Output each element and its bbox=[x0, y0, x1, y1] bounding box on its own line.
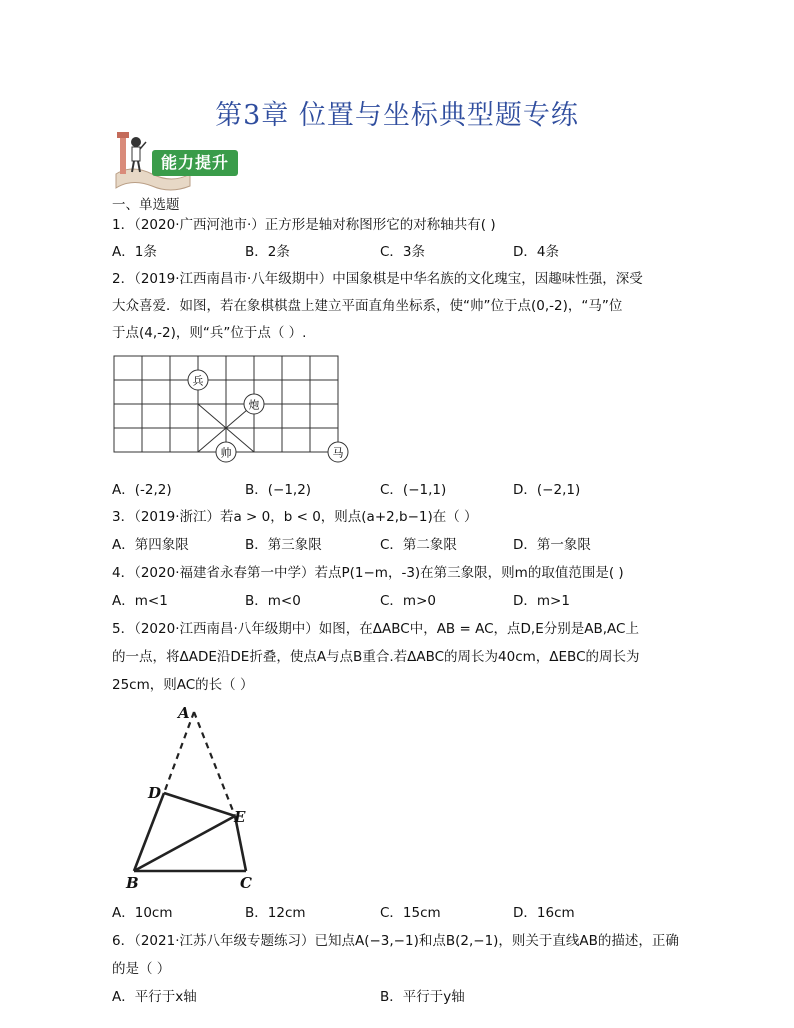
q2-option-a[interactable]: A．(-2,2) bbox=[112, 482, 172, 498]
q2-option-b[interactable]: B．(−1,2) bbox=[245, 482, 312, 498]
question-5-line-2: 的一点，将ΔADE沿DE折叠，使点A与点B重合.若ΔABC的周长为40cm，ΔEBC的周长为 bbox=[112, 649, 640, 665]
q4-option-a[interactable]: A．m<1 bbox=[112, 593, 168, 609]
question-5-line-1: 5．（2020·江西南昌·八年级期中）如图，在ΔABC中，AB = AC，点D,E分别是AB,AC上 bbox=[112, 621, 639, 637]
dashed-ad bbox=[164, 712, 194, 793]
q1-option-d[interactable]: D．4条 bbox=[513, 244, 559, 260]
label-e: E bbox=[234, 808, 246, 826]
segment-de bbox=[164, 793, 235, 816]
label-a: A bbox=[178, 704, 190, 722]
triangle-fold-figure bbox=[122, 700, 272, 892]
question-2-line-2: 大众喜爱．如图，若在象棋棋盘上建立平面直角坐标系，使“帅”位于点(0,-2)，“马”位 bbox=[112, 298, 623, 314]
q3-option-a[interactable]: A．第四象限 bbox=[112, 537, 189, 553]
q1-option-b[interactable]: B．2条 bbox=[245, 244, 290, 260]
q3-option-d[interactable]: D．第一象限 bbox=[513, 537, 591, 553]
question-3-text: 3．（2019·浙江）若a > 0，b < 0，则点(a+2,b−1)在（ ） bbox=[112, 509, 478, 525]
piece-pao bbox=[244, 394, 264, 414]
question-2-line-3: 于点(4,-2)，则“兵”位于点（ ）. bbox=[112, 325, 307, 341]
q4-option-c[interactable]: C．m>0 bbox=[380, 593, 436, 609]
q4-option-d[interactable]: D．m>1 bbox=[513, 593, 570, 609]
q5-option-c[interactable]: C．15cm bbox=[380, 905, 441, 921]
q3-option-b[interactable]: B．第三象限 bbox=[245, 537, 322, 553]
svg-text:兵: 兵 bbox=[192, 374, 204, 388]
segment-db bbox=[134, 793, 164, 871]
question-6-line-2: 的是（ ） bbox=[112, 961, 171, 977]
q6-option-a[interactable]: A．平行于x轴 bbox=[112, 989, 197, 1005]
q5-option-a[interactable]: A．10cm bbox=[112, 905, 173, 921]
svg-text:马: 马 bbox=[332, 446, 344, 460]
q3-option-c[interactable]: C．第二象限 bbox=[380, 537, 457, 553]
svg-text:帅: 帅 bbox=[220, 446, 232, 460]
q2-option-d[interactable]: D．(−2,1) bbox=[513, 482, 581, 498]
dashed-ae bbox=[194, 712, 235, 816]
page-title: 第3章 位置与坐标典型题专练 bbox=[215, 100, 579, 131]
section-heading: 一、单选题 bbox=[112, 197, 180, 213]
q4-option-b[interactable]: B．m<0 bbox=[245, 593, 301, 609]
label-b: B bbox=[126, 874, 139, 892]
label-c: C bbox=[240, 874, 252, 892]
question-6-line-1: 6．（2021·江苏八年级专题练习）已知点A(−3,−1)和点B(2,−1)，则关于直线AB的描述，正确 bbox=[112, 933, 679, 949]
piece-bing bbox=[188, 370, 208, 390]
q5-option-b[interactable]: B．12cm bbox=[245, 905, 306, 921]
piece-shuai bbox=[216, 442, 236, 462]
label-d: D bbox=[148, 784, 162, 802]
q2-option-c[interactable]: C．(−1,1) bbox=[380, 482, 447, 498]
q1-option-c[interactable]: C．3条 bbox=[380, 244, 426, 260]
svg-text:炮: 炮 bbox=[248, 398, 260, 412]
question-1-text: 1．（2020·广西河池市·）正方形是轴对称图形它的对称轴共有( ) bbox=[112, 217, 496, 233]
chessboard-figure bbox=[112, 354, 360, 466]
q6-option-b[interactable]: B．平行于y轴 bbox=[380, 989, 465, 1005]
piece-ma bbox=[328, 442, 348, 462]
segment-be bbox=[134, 816, 235, 871]
q5-option-d[interactable]: D．16cm bbox=[513, 905, 575, 921]
question-4-text: 4．（2020·福建省永春第一中学）若点P(1−m，-3)在第三象限，则m的取值范围是( ) bbox=[112, 565, 624, 581]
q1-option-a[interactable]: A．1条 bbox=[112, 244, 157, 260]
banner-label: 能力提升 bbox=[152, 150, 238, 176]
question-5-line-3: 25cm，则AC的长（ ） bbox=[112, 677, 254, 693]
question-2-line-1: 2．（2019·江西南昌市·八年级期中）中国象棋是中华名族的文化瑰宝，因趣味性强，深受 bbox=[112, 271, 643, 287]
chessboard-grid bbox=[114, 356, 338, 452]
